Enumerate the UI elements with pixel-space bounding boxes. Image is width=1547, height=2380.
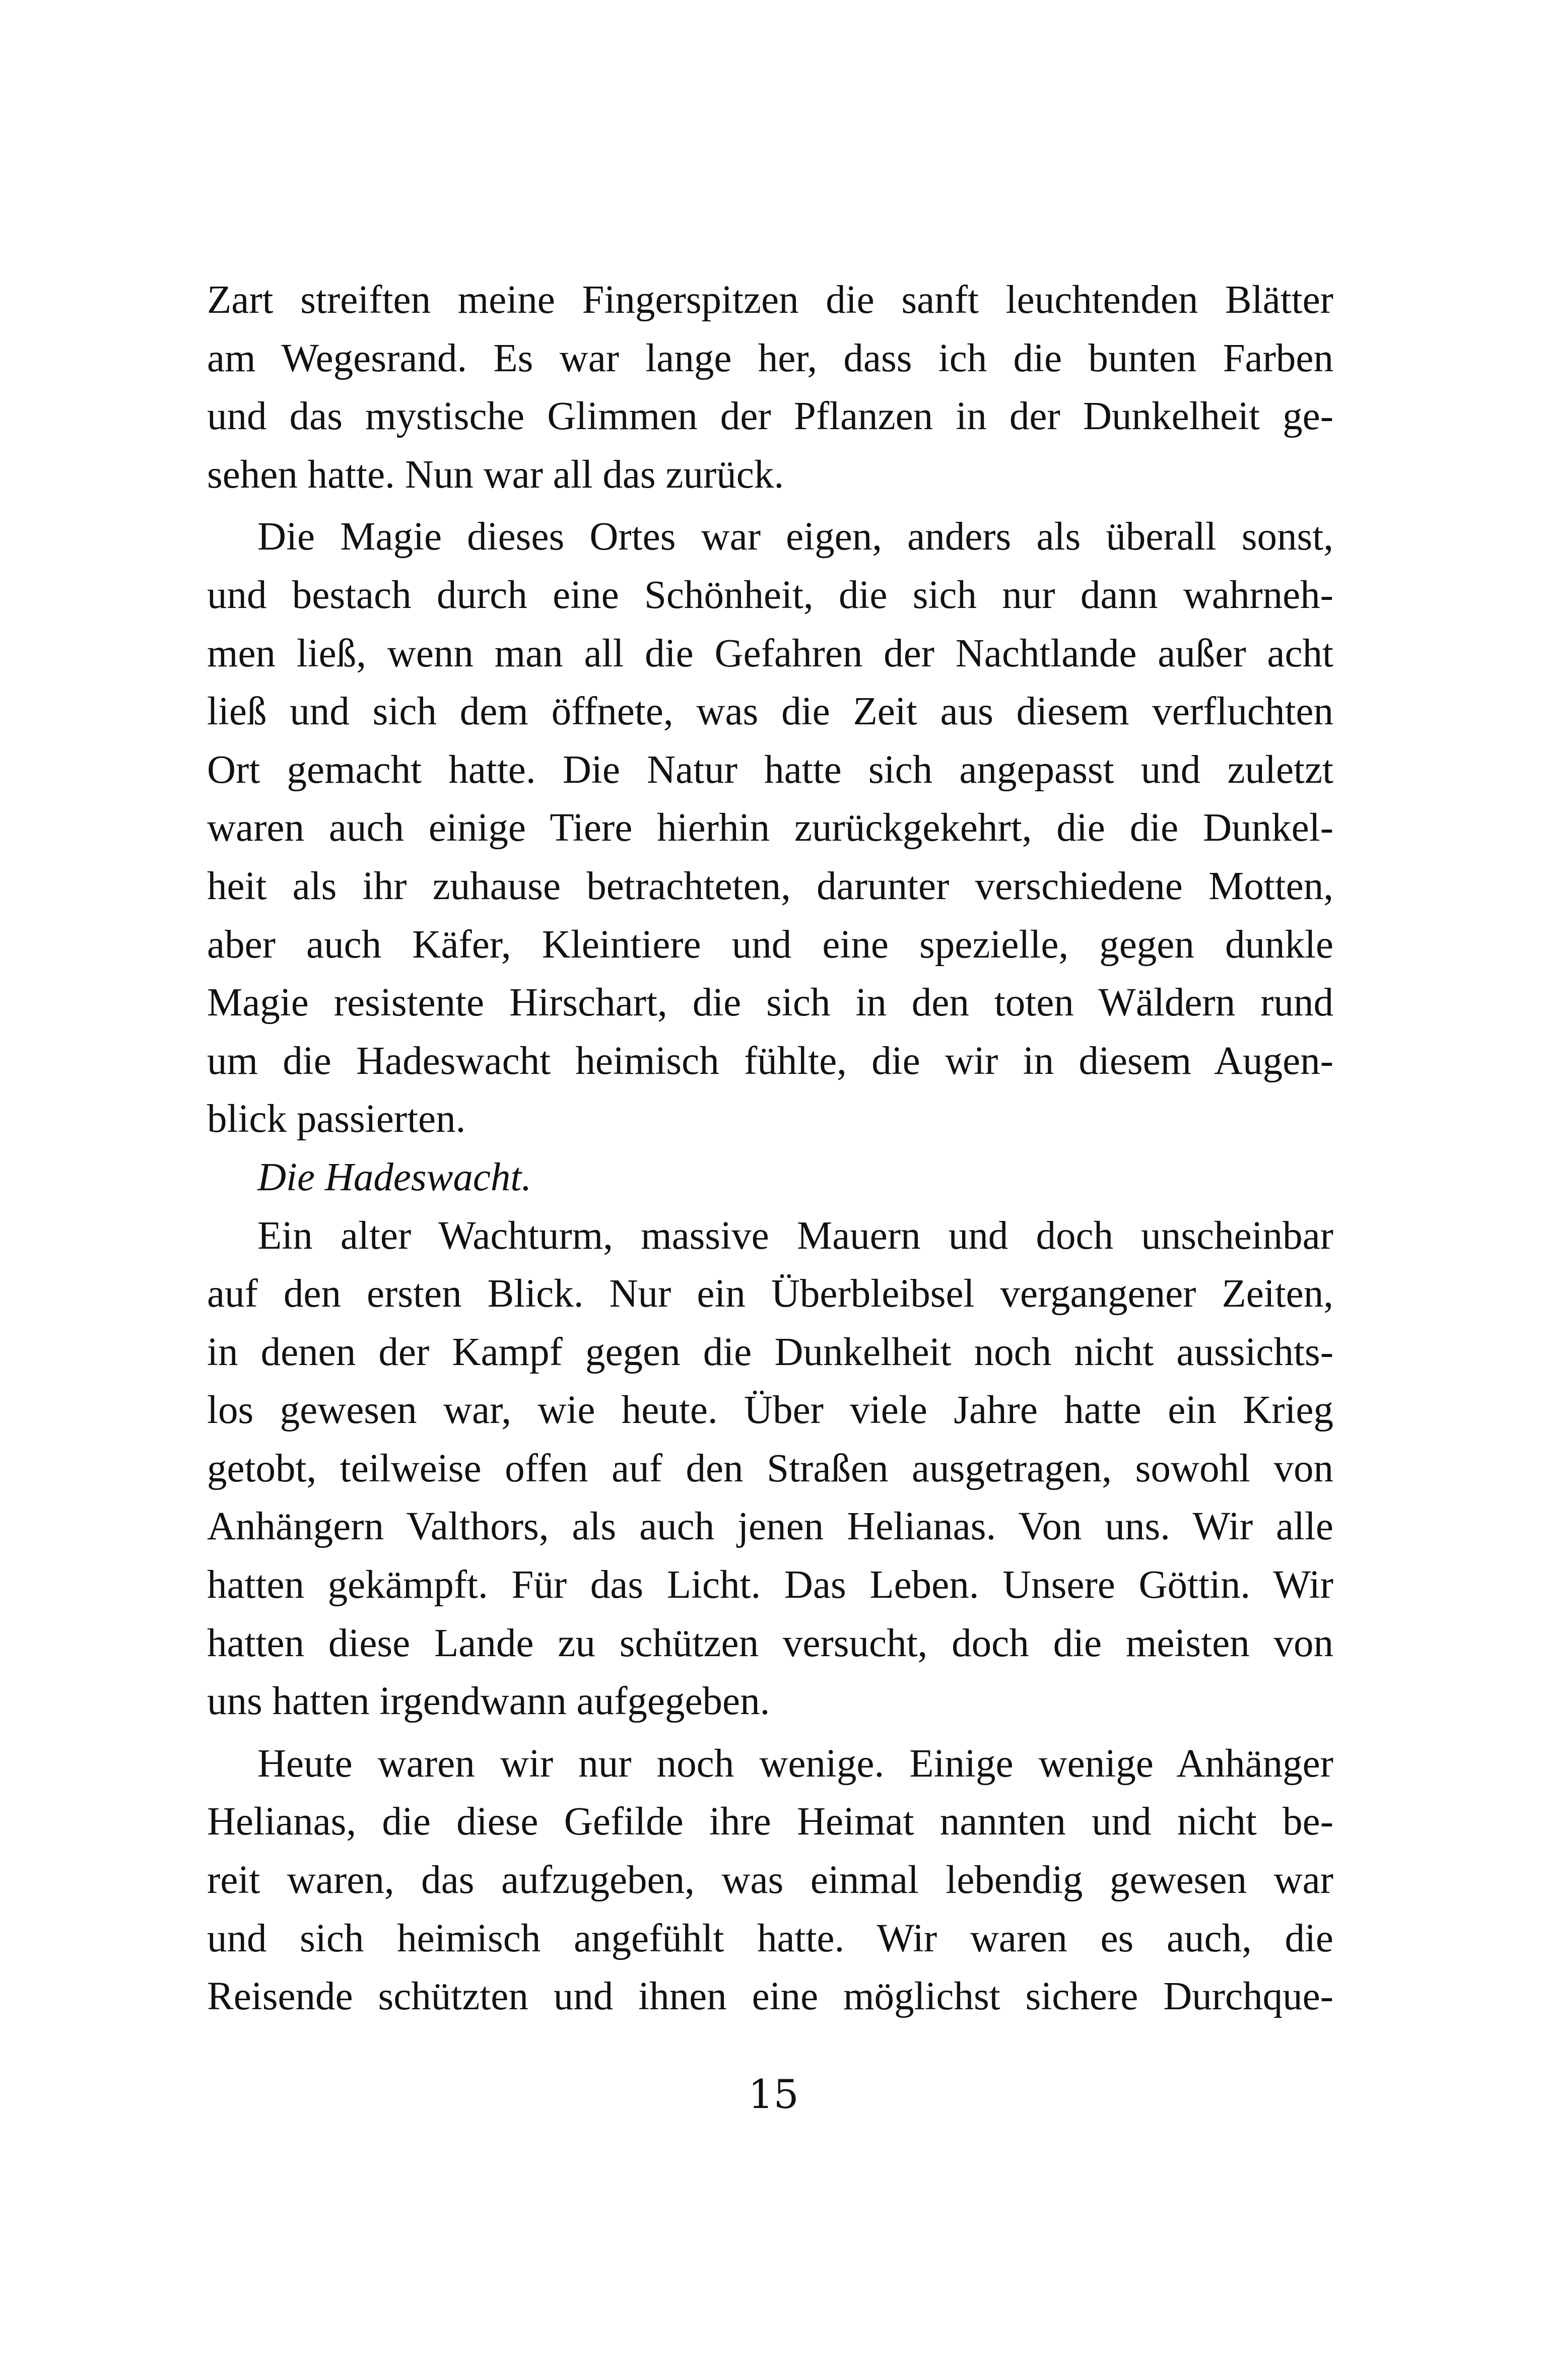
page-number: 15 <box>748 2071 799 2118</box>
text-line: Reisende schützten und ihnen eine möglichst sichere Durchque- <box>207 1975 1333 2019</box>
body-text <box>207 271 1333 2026</box>
text-line: aber auch Käfer, Kleintiere und eine spezielle, gegen dunkle <box>207 922 1333 967</box>
text-line: hatten gekämpft. Für das Licht. Das Leben. Unsere Göttin. Wir <box>207 1563 1333 1607</box>
text-line: Helianas, die diese Gefilde ihre Heimat nannten und nicht be- <box>207 1800 1333 1844</box>
text-line: Magie resistente Hirschart, die sich in den toten Wäldern rund <box>207 981 1333 1025</box>
paragraph <box>207 508 1333 1148</box>
paragraph <box>207 1207 1333 1731</box>
text-line: los gewesen war, wie heute. Über viele Jahre hatte ein Krieg <box>207 1388 1333 1433</box>
text-line: heit als ihr zuhause betrachteten, darunter verschiedene Motten, <box>207 864 1333 908</box>
text-line: waren auch einige Tiere hierhin zurückgekehrt, die die Dunkel- <box>207 806 1333 850</box>
text-line: Zart streiften meine Fingerspitzen die sanft leuchtenden Blätter <box>207 278 1333 322</box>
text-line: auf den ersten Blick. Nur ein Überbleibsel vergangener Zeiten, <box>207 1272 1333 1316</box>
text-line: Anhängern Valthors, als auch jenen Helianas. Von uns. Wir alle <box>207 1505 1333 1549</box>
text-line: in denen der Kampf gegen die Dunkelheit noch nicht aussichts- <box>207 1330 1333 1374</box>
paragraph-italic <box>207 1148 1333 1207</box>
text-line: Ein alter Wachturm, massive Mauern und doch unscheinbar <box>257 1213 1333 1258</box>
paragraph <box>207 271 1333 504</box>
text-line: uns hatten irgendwann aufgegeben. <box>207 1679 770 1724</box>
text-line: und sich heimisch angefühlt hatte. Wir waren es auch, die <box>207 1916 1333 1960</box>
text-line: und bestach durch eine Schönheit, die sich nur dann wahrneh- <box>207 573 1333 617</box>
text-line: und das mystische Glimmen der Pflanzen in der Dunkelheit ge- <box>207 394 1333 439</box>
text-line: blick passierten. <box>207 1097 466 1141</box>
text-line: Die Magie dieses Ortes war eigen, anders als überall sonst, <box>257 515 1333 559</box>
text-line: sehen hatte. Nun war all das zurück. <box>207 452 784 497</box>
text-line: Heute waren wir nur noch wenige. Einige wenige Anhänger <box>257 1741 1333 1786</box>
text-line: am Wegesrand. Es war lange her, dass ich die bunten Farben <box>207 336 1333 380</box>
text-line: hatten diese Lande zu schützen versucht, doch die meisten von <box>207 1621 1333 1665</box>
text-line: men ließ, wenn man all die Gefahren der Nachtlande außer acht <box>207 631 1333 675</box>
paragraph <box>207 1735 1333 2026</box>
italic-line: Die Hadeswacht. <box>257 1155 532 1199</box>
text-line: reit waren, das aufzugeben, was einmal lebendig gewesen war <box>207 1858 1333 1902</box>
text-line: getobt, teilweise offen auf den Straßen ausgetragen, sowohl von <box>207 1446 1333 1490</box>
text-line: Ort gemacht hatte. Die Natur hatte sich angepasst und zuletzt <box>207 747 1333 792</box>
text-line: ließ und sich dem öffnete, was die Zeit aus diesem verfluchten <box>207 690 1333 734</box>
text-line: um die Hadeswacht heimisch fühlte, die wir in diesem Augen- <box>207 1039 1333 1083</box>
